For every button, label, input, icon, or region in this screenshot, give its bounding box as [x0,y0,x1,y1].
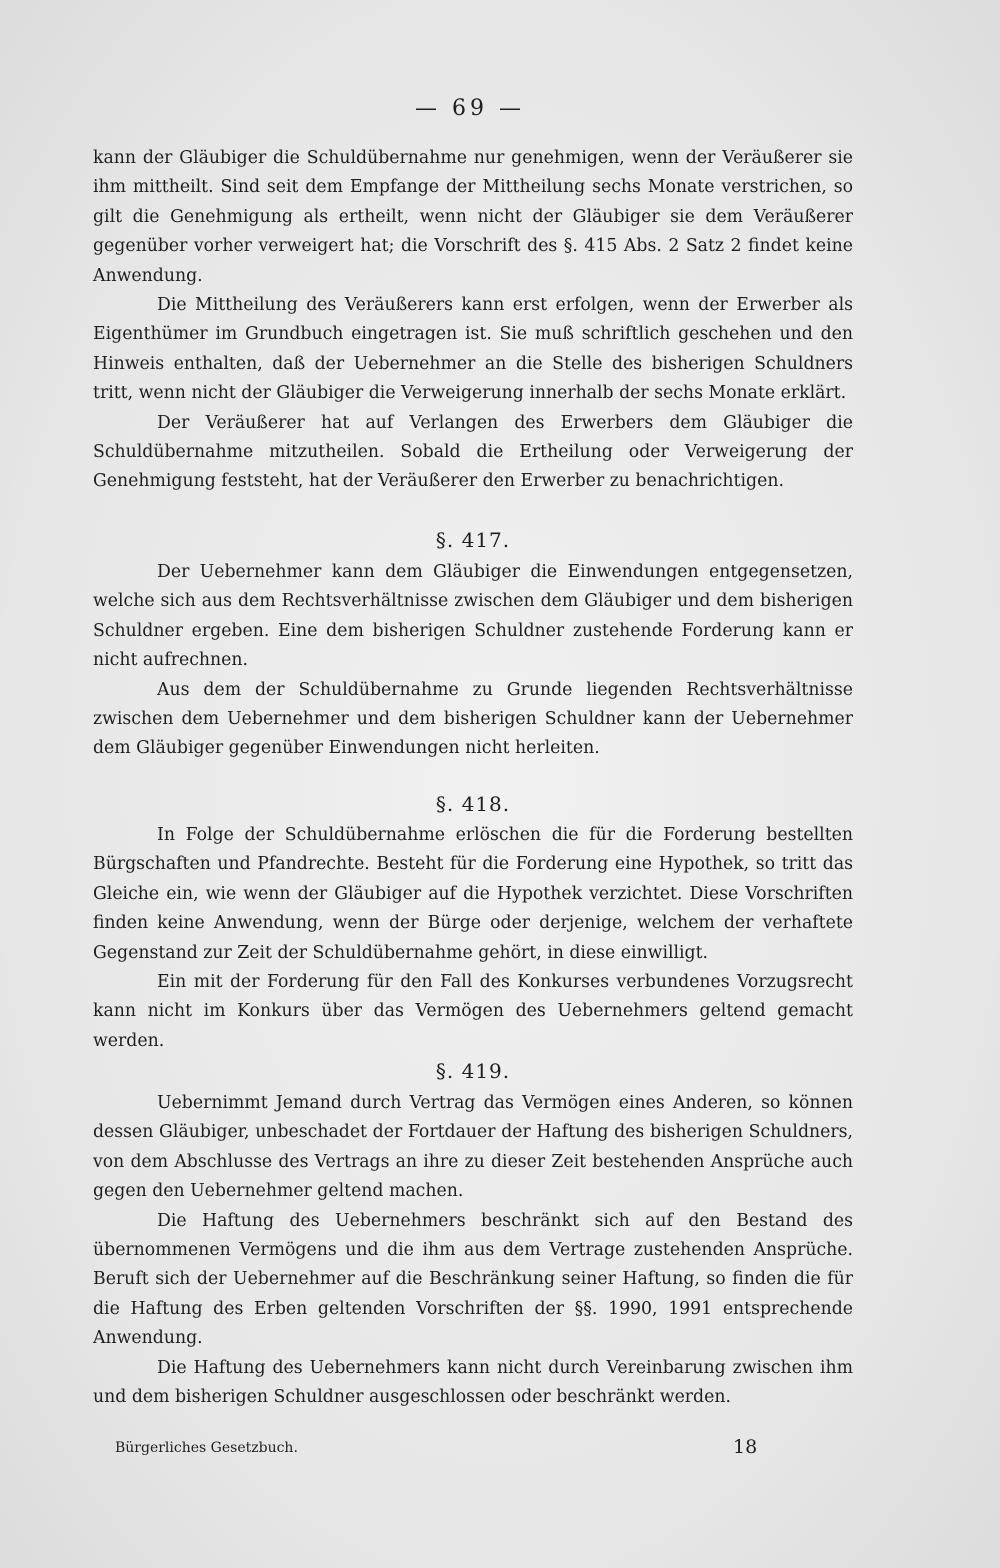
section-heading-417: §. 417. [435,528,511,552]
section-heading-418: §. 418. [435,792,511,816]
paragraph: kann der Gläubiger die Schuldübernahme nur genehmigen, wenn der Veräußerer sie ihm mittheilt. Sind seit dem Empfange der Mittheilung sechs Monate verstrichen, so gilt die Genehmigung als ertheilt, wenn nicht der Gläubiger sie dem Veräußerer gegenüber vorher verweigert hat; die Vorschrift des §. 415 Abs. 2 Satz 2 findet keine Anwendung. [93,148,853,286]
section-heading-419: §. 419. [435,1059,511,1083]
paragraph: Der Uebernehmer kann dem Gläubiger die Einwendungen entgegensetzen, welche sich aus dem Rechtsverhältnisse zwischen dem Gläubiger und dem bisherigen Schuldner ergeben. Eine dem bisherigen Schuldner zustehende Forderung kann er nicht aufrechnen. [93,562,853,671]
sheet-number: 18 [733,1436,758,1458]
paragraph: In Folge der Schuldübernahme erlöschen die für die Forderung bestellten Bürgschaften und Pfandrechte. Besteht für die Forderung eine Hypothek, so tritt das Gleiche ein, wie wenn der Gläubiger auf die Hypothek verzichtet. Diese Vorschriften finden keine Anwendung, wenn der Bürge oder derjenige, welchem der verhaftete Gegenstand zur Zeit der Schuldübernahme gehört, in diese einwilligt. [93,825,853,963]
section-417-body [93,558,853,764]
section-416-continuation [93,144,853,497]
section-419-body [93,1089,853,1412]
signature-mark: Bürgerliches Gesetzbuch. [115,1440,298,1456]
section-418-body [93,821,853,1056]
paragraph: Aus dem der Schuldübernahme zu Grunde liegenden Rechtsverhältnisse zwischen dem Uebernehmer und dem bisherigen Schuldner kann der Uebernehmer dem Gläubiger gegenüber Einwendungen nicht herleiten. [93,679,853,759]
paragraph: Die Mittheilung des Veräußerers kann erst erfolgen, wenn der Erwerber als Eigenthümer im Grundbuch eingetragen ist. Sie muß schriftlich geschehen und den Hinweis enthalten, daß der Uebernehmer an die Stelle des bisherigen Schuldners tritt, wenn nicht der Gläubiger die Verweigerung innerhalb der sechs Monate erklärt. [93,295,853,404]
paragraph: Die Haftung des Uebernehmers kann nicht durch Vereinbarung zwischen ihm und dem bisherigen Schuldner ausgeschlossen oder beschränkt werden. [93,1357,853,1408]
paragraph: Die Haftung des Uebernehmers beschränkt sich auf den Bestand des übernommenen Vermögens und die ihm aus dem Vertrage zustehenden Ansprüche. Beruft sich der Uebernehmer auf die Beschränkung seiner Haftung, so finden die für die Haftung des Erben geltenden Vorschriften der §§. 1990, 1991 entsprechende Anwendung. [93,1210,853,1349]
paragraph: Uebernimmt Jemand durch Vertrag das Vermögen eines Anderen, so können dessen Gläubiger, unbeschadet der Fortdauer der Haftung des bisherigen Schuldners, von dem Abschlusse des Vertrags an ihre zu dieser Zeit bestehenden Ansprüche auch gegen den Uebernehmer geltend machen. [93,1093,853,1202]
paragraph: Ein mit der Forderung für den Fall des Konkurses verbundenes Vorzugsrecht kann nicht im Konkurs über das Vermögen des Uebernehmers geltend gemacht werden. [93,972,853,1051]
paragraph: Der Veräußerer hat auf Verlangen des Erwerbers dem Gläubiger die Schuldübernahme mitzutheilen. Sobald die Ertheilung oder Verweigerung der Genehmigung feststeht, hat der Veräußerer den Erwerber zu benachrichtigen. [93,412,853,492]
page-number: — 69 — [415,96,525,121]
